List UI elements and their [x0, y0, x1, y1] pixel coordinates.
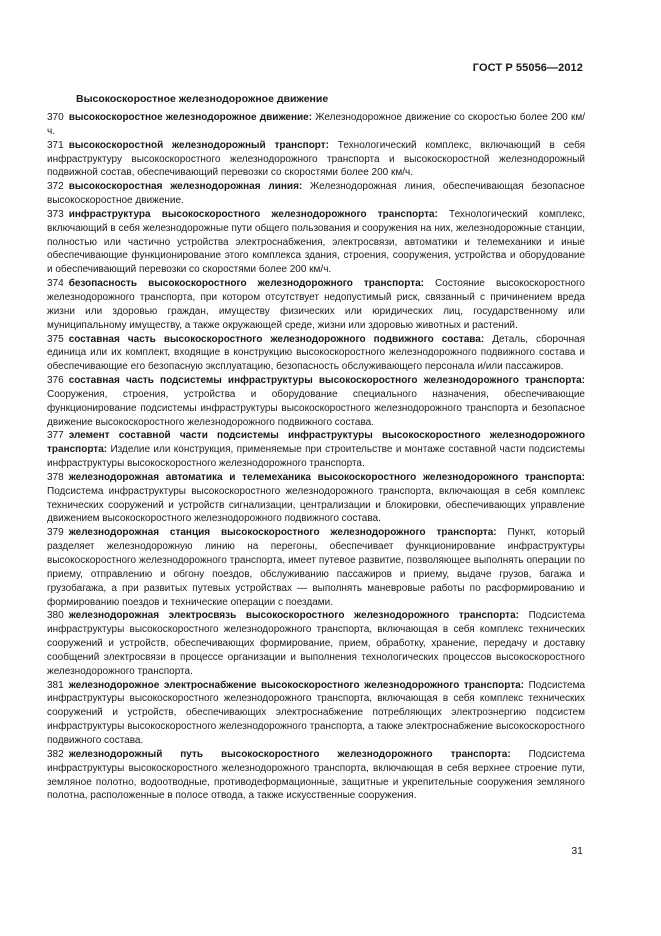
term-entry	[47, 208, 585, 277]
term-name: высокоскоростное железнодорожное движение:	[68, 112, 313, 123]
term-name: безопасность высокоскоростного железнодорожного транспорта:	[68, 278, 424, 290]
term-entry	[47, 333, 585, 375]
term-number: 380	[47, 610, 64, 622]
term-definition: Изделие или конструкция, применяемые при строительстве и монтаже составной части подсистемы инфраструктуры высокоскоростного железнодорожного транспорта.	[47, 444, 585, 470]
section-title: Высокоскоростное железнодорожное движение	[76, 93, 329, 105]
term-definition: Подсистема инфраструктуры высокоскоростного железнодорожного транспорта, включающая в себя комплекс технических сооружений и устройств, обеспечивающих формирование, прием, обработку, хранение, передачу и доставку сообщений электросвязи в процессе организации и выполнения технологических процессов высокоскоростного железнодорожного транспорта.	[47, 610, 586, 677]
term-entry	[47, 748, 585, 803]
term-number: 377	[47, 430, 64, 442]
term-name: составная часть высокоскоростного железнодорожного подвижного состава:	[68, 333, 485, 345]
term-number: 371	[47, 139, 64, 151]
term-number: 381	[47, 679, 64, 691]
term-entry	[47, 374, 585, 429]
term-name: железнодорожная электросвязь высокоскоростного железнодорожного транспорта:	[68, 610, 519, 622]
term-definition: Пункт, который разделяет железнодорожную линию на перегоны, обеспечивает функционирование инфраструктуры высокоскоростного железнодорожного транспорта, имеет путевое развитие, позволяющее выполнять операции по приему, отправлению и обгону поездов, обслуживанию пассажиров и приему, выдаче грузов, багажа и грузобагажа, а при развитых путевых устройствах — выполнять маневровые работы по расформированию и формированию поездов и технические операции с поездами.	[47, 527, 585, 608]
term-entry	[47, 526, 585, 609]
term-number: 374	[47, 278, 64, 290]
term-name: железнодорожное электроснабжение высокоскоростного железнодорожного транспорта:	[68, 679, 525, 691]
term-name: инфраструктура высокоскоростного железнодорожного транспорта:	[68, 208, 438, 220]
term-entry	[47, 111, 585, 139]
term-definition: Железнодорожная линия, обеспечивающая безопасное высокоскоростное движение.	[47, 181, 585, 207]
term-number: 378	[47, 471, 64, 483]
term-name: железнодорожная автоматика и телемеханика высокоскоростного железнодорожного транспорта:	[68, 471, 585, 483]
term-definition: Подсистема инфраструктуры высокоскоростного железнодорожного транспорта, включающая в себя комплекс технических сооружений и устройств, обеспечивающих электроснабжение потребляющих электроэнергию подсистем инфраструктуры высокоскоростного железнодорожного транспорта, а также электроснабжение высокоскоростного подвижного состава.	[47, 679, 586, 746]
standard-code: ГОСТ Р 55056—2012	[472, 62, 583, 74]
term-entry	[47, 277, 585, 332]
term-name: высокоскоростной железнодорожный транспорт:	[68, 139, 330, 151]
term-number: 376	[47, 375, 64, 387]
term-number: 373	[47, 208, 64, 220]
term-entry	[47, 429, 585, 471]
page-number: 31	[571, 845, 583, 857]
term-definition: Деталь, сборочная единица или их комплект, входящие в конструкцию высокоскоростного железнодорожного подвижного состава и обеспечивающие его безопасную эксплуатацию, безопасность обслуживающего персонала и/или пассажиров.	[47, 333, 586, 373]
term-name: железнодорожная станция высокоскоростного железнодорожного транспорта:	[68, 527, 497, 539]
term-number: 372	[47, 181, 64, 193]
term-entry	[47, 180, 585, 208]
term-definition: Подсистема инфраструктуры высокоскоростного железнодорожного транспорта, включающая в себя верхнее строение пути, земляное полотно, водоотводные, противодеформационные, защитные и укрепительные сооружения земляного полотна, расположенные в полосе отвода, а также искусственные сооружения.	[47, 748, 585, 802]
term-number: 375	[47, 333, 64, 345]
term-entry	[47, 609, 585, 678]
term-name: железнодорожный путь высокоскоростного железнодорожного транспорта:	[68, 748, 511, 760]
term-definition: Технологический комплекс, включающий в себя железнодорожные пути общего пользования и сооружения на них, железнодорожные станции, полностью или частично устройства электроснабжения, электросвязи, автоматики и телемеханики и иные обеспечивающие функционирование этого комплекса здания, строения, сооружения, устройства и оборудование и обеспечивающий перевозки со скоростями более 200 км/ч.	[47, 208, 585, 276]
term-entry	[47, 679, 585, 748]
term-definition: Сооружения, строения, устройства и оборудование специального назначения, обеспечивающие функционирование подсистемы инфраструктуры высокоскоростного железнодорожного транспорта и безопасное движение высокоскоростного железнодорожного подвижного состава.	[47, 388, 585, 428]
term-definition: Подсистема инфраструктуры высокоскоростного железнодорожного транспорта, включающая в себя комплекс технических сооружений и устройств сигнализации, централизации и блокировки, обеспечивающих управление движением высокоскоростного железнодорожного подвижного состава.	[47, 485, 585, 525]
terms-list	[47, 111, 585, 803]
term-number: 379	[47, 527, 64, 539]
term-name: высокоскоростная железнодорожная линия:	[68, 181, 303, 193]
term-number: 370	[47, 112, 64, 123]
term-definition: Технологический комплекс, включающий в себя инфраструктуру высокоскоростного железнодорожного транспорта и высокоскоростной железнодорожный подвижной состав, обеспечивающий перевозки со скоростями более 200 км/ч.	[47, 139, 585, 179]
term-definition: Железнодорожное движение со скоростью более 200 км/ч.	[47, 112, 585, 137]
term-name: элемент составной части подсистемы инфраструктуры высокоскоростного железнодорожного транспорта:	[47, 430, 585, 456]
term-entry	[47, 471, 585, 526]
term-entry	[47, 139, 585, 181]
term-number: 382	[47, 748, 64, 760]
term-definition: Состояние высокоскоростного железнодорожного транспорта, при котором отсутствует недопустимый риск, связанный с причинением вреда жизни или здоровью граждан, имуществу физических или юридических лиц, государственному или муниципальному имуществу, а также окружающей среде, жизни или здоровью животных и растений.	[47, 278, 585, 331]
term-name: составная часть подсистемы инфраструктуры высокоскоростного железнодорожного транспорта:	[68, 375, 585, 387]
